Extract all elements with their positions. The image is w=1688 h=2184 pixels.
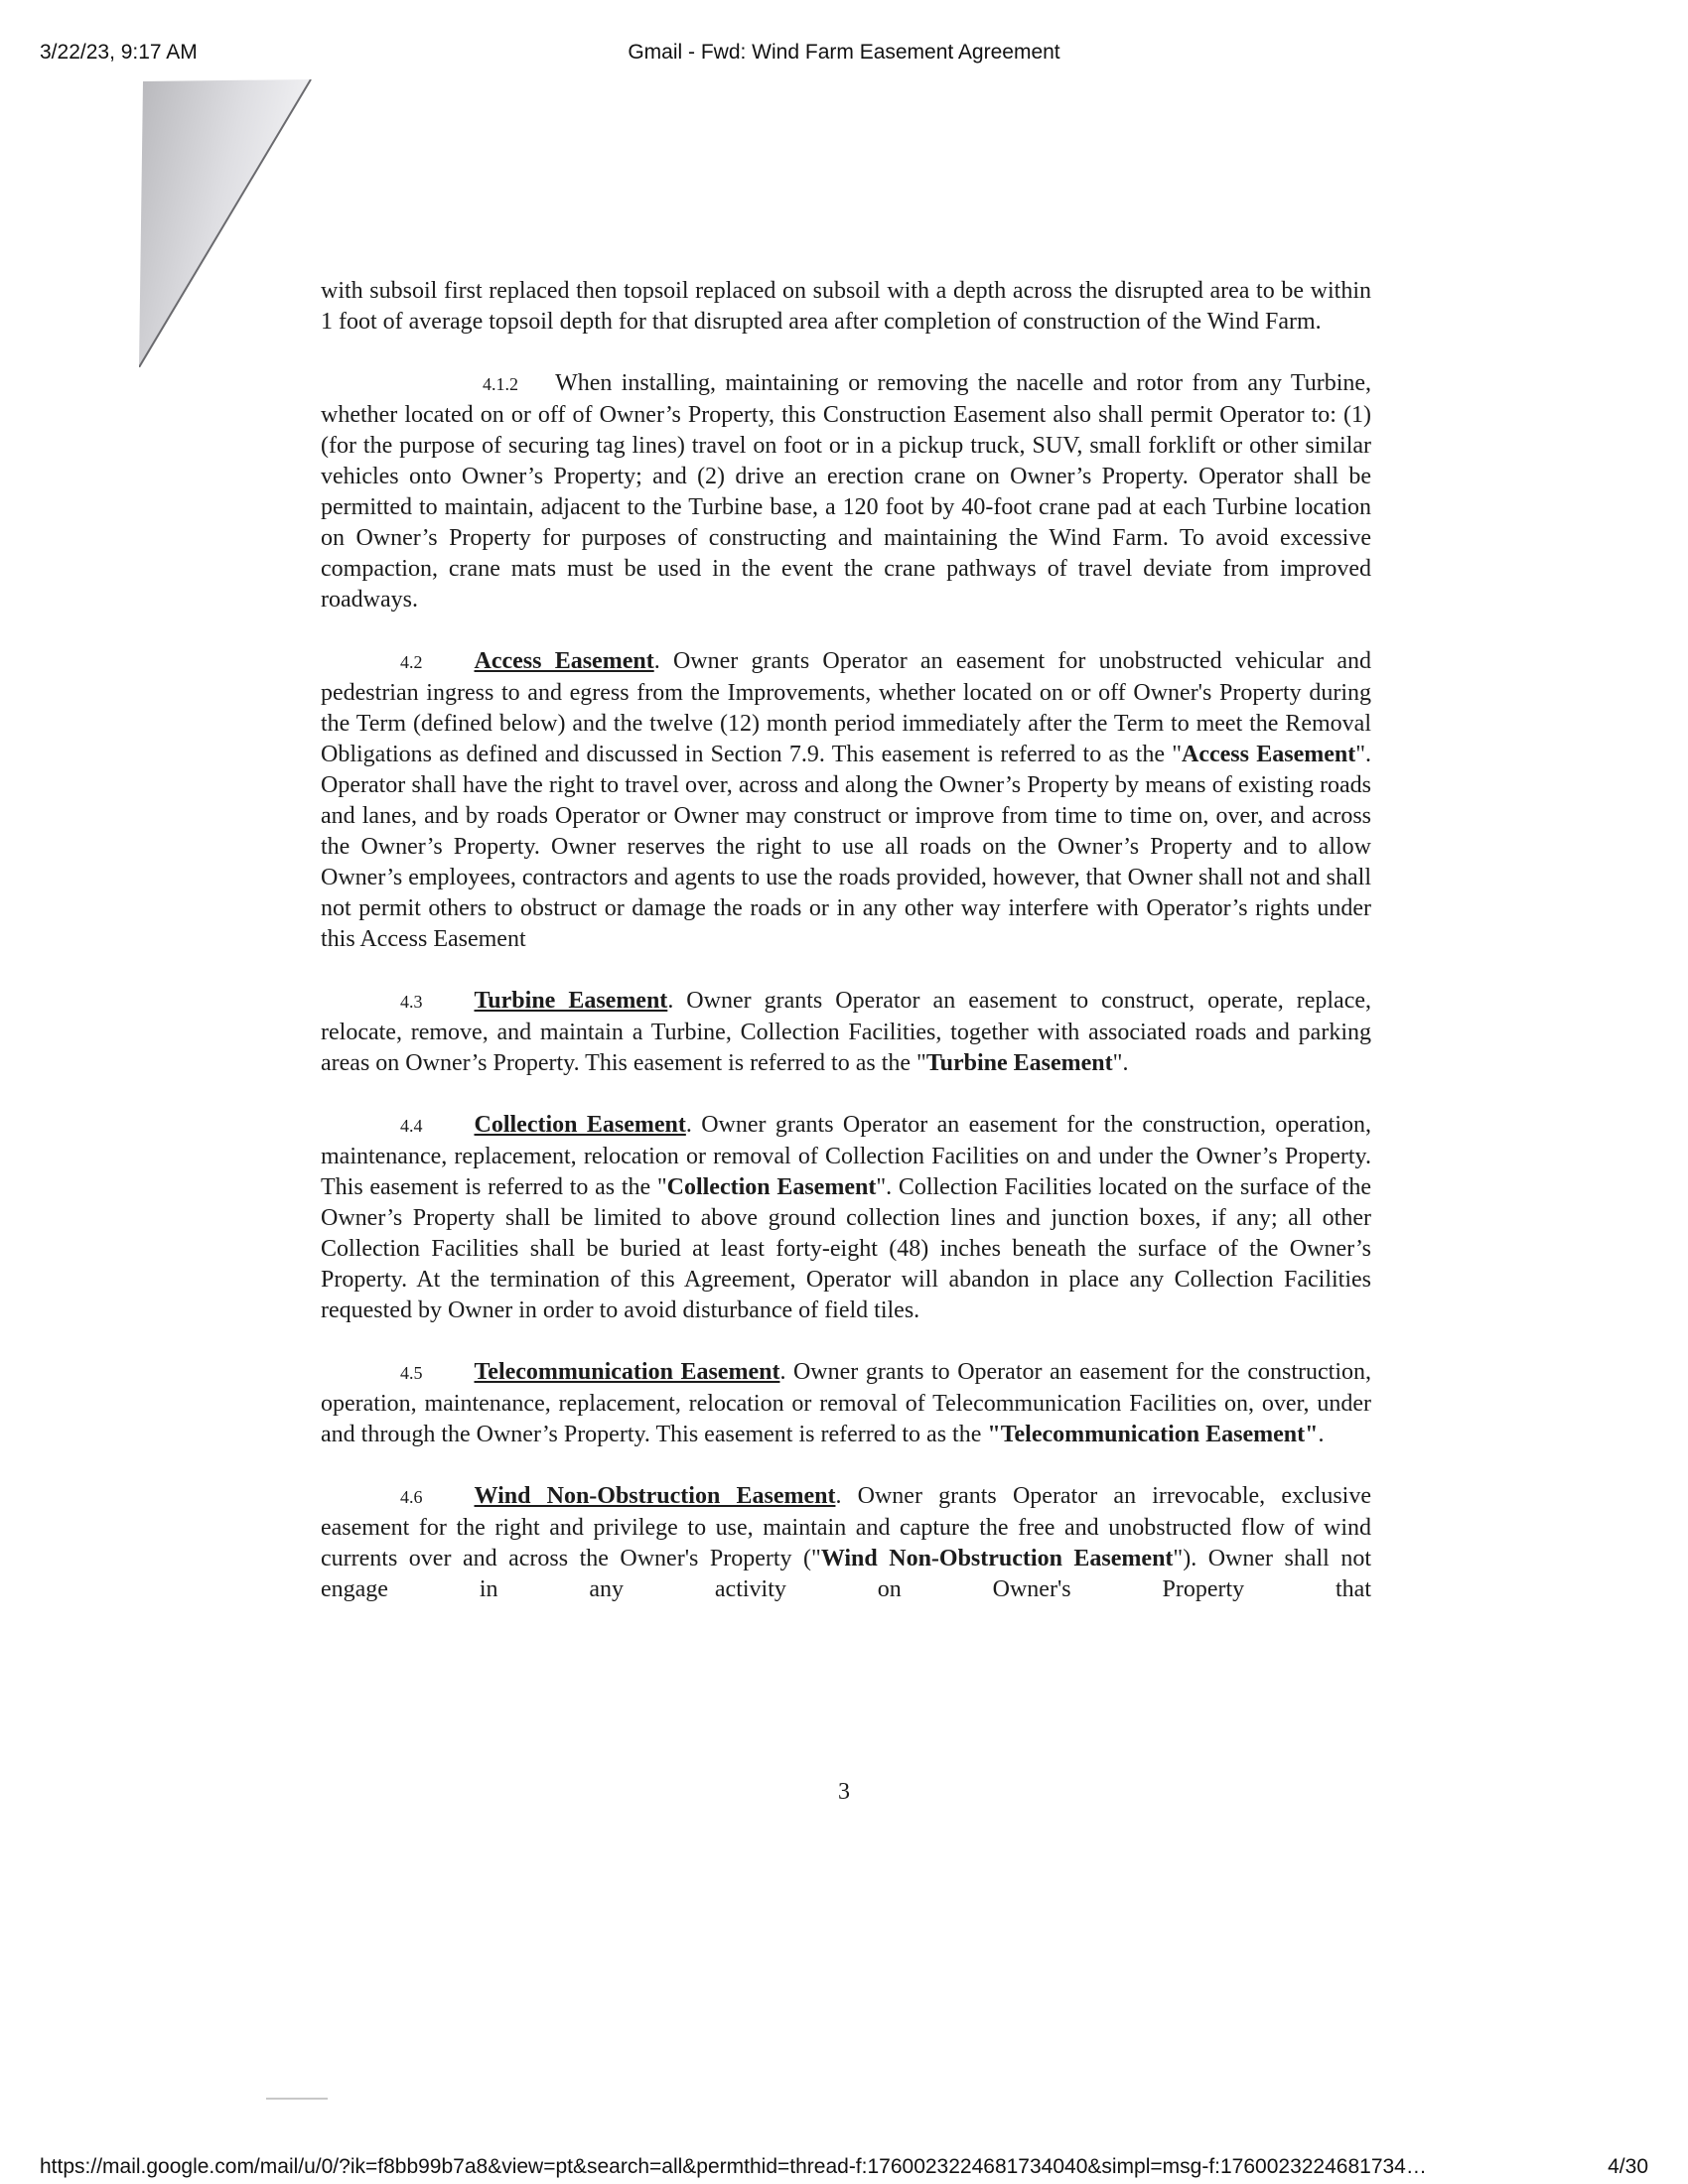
document-body: [321, 276, 1371, 1605]
section-text: ". Operator shall have the right to travel over, across and along the Owner’s Property by means of existing roads and lanes, and by roads Operator or Owner may construct or improve from time to time on, over, and across the Owner’s Property. Owner reserves the right to use all roads on the Owner’s Property and to allow Owner’s employees, contractors and agents to use the roads provided, however, that Owner shall not and shall not permit others to obstruct or damage the roads or in any other way interfere with Operator’s rights under this Access Easement: [321, 742, 1372, 952]
defined-term: "Telecommunication Easement": [987, 1422, 1319, 1447]
section-text: . Owner grants Operator an easement to construct, operate, replace, relocate, remove, and maintain a Turbine, Collection Facilities, together with associated roads and parking areas on Owner’s Property. This easement is referred to as the ": [321, 988, 1371, 1076]
section-heading: Wind Non-Obstruction Easement: [474, 1483, 836, 1509]
print-datetime: 3/22/23, 9:17 AM: [40, 41, 198, 64]
section-4-6: [321, 1481, 1371, 1605]
section-number: 4.4: [400, 1116, 423, 1136]
defined-term: Collection Easement: [666, 1174, 877, 1200]
section-text: . Owner grants Operator an irrevocable, exclusive easement for the right and privilege to use, maintain and capture the free and unobstructed flow of wind currents over and across the Owner's Property (": [321, 1483, 1371, 1571]
print-url: https://mail.google.com/mail/u/0/?ik=f8bb99b7a8&view=pt&search=all&permthid=thread-f:1760023224681734040&simpl=msg-f:1760023224681734…: [40, 2155, 1427, 2178]
section-text: When installing, maintaining or removing the nacelle and rotor from any Turbine, whether located on or off of Owner’s Property, this Construction Easement also shall permit Operator to: (1) (for the purpose of securing tag lines) travel on foot or in a pickup truck, SUV, small forklift or other similar vehicles onto Owner’s Property; and (2) drive an erection crane on Owner’s Property. Operator shall be permitted to maintain, adjacent to the Turbine base, a 120 foot by 40-foot crane pad at each Turbine location on Owner’s Property for purposes of constructing and maintaining the Wind Farm. To avoid excessive compaction, crane mats must be used in the event the crane pathways of travel deviate from improved roadways.: [321, 370, 1372, 613]
section-text: "). Owner shall not engage in any activity on Owner's Property that: [321, 1546, 1371, 1602]
section-4-3: [321, 986, 1371, 1079]
section-4-5: [321, 1357, 1371, 1450]
print-page-counter: 4/30: [1608, 2155, 1648, 2178]
section-text: ". Collection Facilities located on the surface of the Owner’s Property shall be limited to above ground collection lines and junction boxes, if any; all other Collection Facilities shall be buried at least forty-eight (48) inches beneath the surface of the Owner’s Property. At the termination of this Agreement, Operator will abandon in place any Collection Facilities requested by Owner in order to avoid disturbance of field tiles.: [321, 1174, 1371, 1323]
section-heading: Collection Easement: [474, 1112, 686, 1138]
section-number: 4.3: [400, 992, 423, 1012]
defined-term: Access Easement: [1182, 742, 1356, 767]
folded-corner-shadow: [139, 79, 313, 367]
section-text: ".: [1112, 1050, 1129, 1076]
section-number: 4.2: [400, 652, 423, 672]
document-page-number: 3: [838, 1779, 850, 1805]
scan-mark: [266, 2098, 328, 2100]
section-heading: Turbine Easement: [474, 988, 668, 1014]
paragraph-topsoil: with subsoil first replaced then topsoil replaced on subsoil with a depth across the disrupted area to be within 1 foot of average topsoil depth for that disrupted area after completion of construction of the Wind Farm.: [321, 278, 1371, 335]
section-4-1-2: [321, 368, 1371, 615]
section-text: . Owner grants Operator an easement for the construction, operation, maintenance, replacement, relocation or removal of Collection Facilities on and under the Owner’s Property. This easement is referred to as the ": [321, 1112, 1371, 1200]
section-heading: Access Easement: [474, 648, 654, 674]
section-4-2: [321, 646, 1371, 955]
defined-term: Wind Non-Obstruction Easement: [820, 1546, 1174, 1571]
section-4-4: [321, 1110, 1371, 1326]
page-title: Gmail - Fwd: Wind Farm Easement Agreement: [628, 41, 1060, 64]
section-number: 4.5: [400, 1363, 423, 1383]
section-text: . Owner grants to Operator an easement for the construction, operation, maintenance, replacement, relocation or removal of Telecommunication Facilities on, over, under and through the Owner’s Property. This easement is referred to as the: [321, 1359, 1371, 1447]
section-number: 4.6: [400, 1487, 423, 1507]
section-heading: Telecommunication Easement: [474, 1359, 780, 1385]
section-number: 4.1.2: [483, 374, 518, 394]
defined-term: Turbine Easement: [925, 1050, 1113, 1076]
section-text: . Owner grants Operator an easement for unobstructed vehicular and pedestrian ingress to and egress from the Improvements, whether located on or off Owner's Property during the Term (defined below) and the twelve (12) month period immediately after the Term to meet the Removal Obligations as defined and discussed in Section 7.9. This easement is referred to as the ": [321, 648, 1371, 767]
section-text: .: [1318, 1422, 1325, 1447]
